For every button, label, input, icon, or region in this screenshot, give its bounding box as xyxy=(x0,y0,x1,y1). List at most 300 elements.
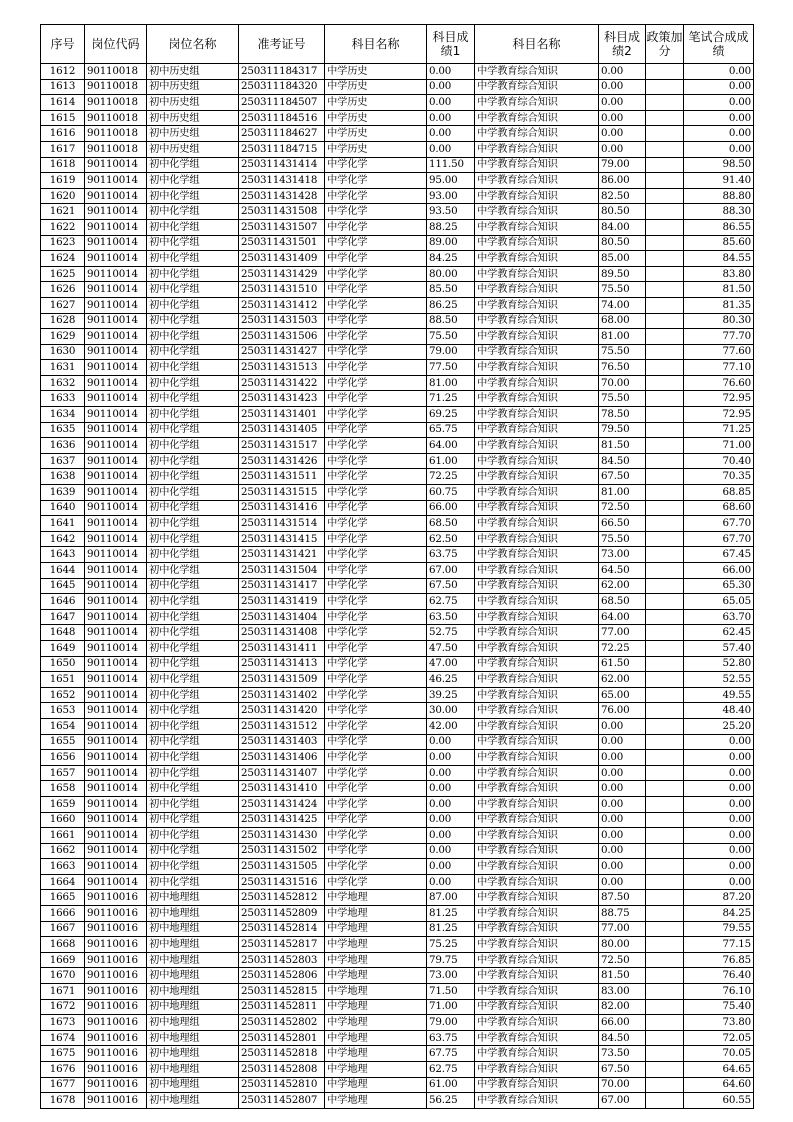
cell-subject2: 中学教育综合知识 xyxy=(475,204,599,220)
cell-subject2: 中学教育综合知识 xyxy=(475,141,599,157)
cell-total: 77.15 xyxy=(684,937,754,953)
cell-subject1: 中学化学 xyxy=(325,828,427,844)
cell-total: 67.70 xyxy=(684,516,754,532)
cell-bonus xyxy=(646,968,684,984)
cell-subject1: 中学地理 xyxy=(325,1030,427,1046)
table-row xyxy=(41,594,754,610)
table-row xyxy=(41,188,754,204)
cell-score1: 0.00 xyxy=(427,781,475,797)
cell-score1: 39.25 xyxy=(427,687,475,703)
cell-seq: 1664 xyxy=(41,874,85,890)
cell-post-name: 初中地理组 xyxy=(147,999,239,1015)
cell-bonus xyxy=(646,375,684,391)
cell-post-code: 90110014 xyxy=(85,297,147,313)
table-row xyxy=(41,921,754,937)
cell-score1: 0.00 xyxy=(427,750,475,766)
cell-subject2: 中学教育综合知识 xyxy=(475,812,599,828)
cell-post-name: 初中地理组 xyxy=(147,1046,239,1062)
cell-score1: 0.00 xyxy=(427,796,475,812)
cell-ticket: 250311431512 xyxy=(239,718,325,734)
cell-subject1: 中学化学 xyxy=(325,672,427,688)
cell-bonus xyxy=(646,1030,684,1046)
cell-subject2: 中学教育综合知识 xyxy=(475,173,599,189)
cell-subject1: 中学地理 xyxy=(325,999,427,1015)
cell-seq: 1650 xyxy=(41,656,85,672)
cell-subject1: 中学地理 xyxy=(325,1062,427,1078)
table-row xyxy=(41,407,754,423)
cell-post-name: 初中化学组 xyxy=(147,563,239,579)
cell-seq: 1653 xyxy=(41,703,85,719)
cell-bonus xyxy=(646,656,684,672)
cell-post-name: 初中化学组 xyxy=(147,843,239,859)
cell-subject2: 中学教育综合知识 xyxy=(475,734,599,750)
cell-bonus xyxy=(646,297,684,313)
cell-total: 52.80 xyxy=(684,656,754,672)
cell-ticket: 250311452817 xyxy=(239,937,325,953)
table-row xyxy=(41,126,754,142)
cell-post-name: 初中化学组 xyxy=(147,282,239,298)
cell-post-code: 90110014 xyxy=(85,672,147,688)
cell-score2: 77.00 xyxy=(599,625,646,641)
cell-post-code: 90110016 xyxy=(85,1046,147,1062)
cell-post-code: 90110014 xyxy=(85,329,147,345)
cell-score2: 73.00 xyxy=(599,547,646,563)
cell-post-name: 初中化学组 xyxy=(147,266,239,282)
cell-post-name: 初中化学组 xyxy=(147,640,239,656)
cell-seq: 1666 xyxy=(41,906,85,922)
cell-bonus xyxy=(646,1077,684,1093)
cell-subject1: 中学历史 xyxy=(325,64,427,80)
cell-score2: 0.00 xyxy=(599,781,646,797)
table-row xyxy=(41,329,754,345)
cell-score1: 65.75 xyxy=(427,422,475,438)
table-row xyxy=(41,984,754,1000)
cell-score1: 0.00 xyxy=(427,141,475,157)
table-row xyxy=(41,235,754,251)
cell-bonus xyxy=(646,173,684,189)
cell-bonus xyxy=(646,141,684,157)
cell-seq: 1617 xyxy=(41,141,85,157)
cell-seq: 1622 xyxy=(41,219,85,235)
cell-post-name: 初中化学组 xyxy=(147,531,239,547)
cell-bonus xyxy=(646,750,684,766)
cell-score2: 0.00 xyxy=(599,718,646,734)
cell-ticket: 250311431513 xyxy=(239,360,325,376)
cell-total: 72.95 xyxy=(684,407,754,423)
cell-subject2: 中学教育综合知识 xyxy=(475,874,599,890)
cell-seq: 1641 xyxy=(41,516,85,532)
cell-score1: 0.00 xyxy=(427,110,475,126)
cell-score2: 67.00 xyxy=(599,1093,646,1109)
cell-score1: 77.50 xyxy=(427,360,475,376)
cell-ticket: 250311431516 xyxy=(239,874,325,890)
cell-post-code: 90110014 xyxy=(85,485,147,501)
cell-ticket: 250311431410 xyxy=(239,781,325,797)
cell-ticket: 250311431405 xyxy=(239,422,325,438)
cell-total: 0.00 xyxy=(684,79,754,95)
cell-post-name: 初中地理组 xyxy=(147,1093,239,1109)
cell-bonus xyxy=(646,391,684,407)
cell-post-name: 初中化学组 xyxy=(147,874,239,890)
cell-subject2: 中学教育综合知识 xyxy=(475,952,599,968)
cell-score2: 64.00 xyxy=(599,609,646,625)
cell-score2: 0.00 xyxy=(599,79,646,95)
cell-score2: 67.50 xyxy=(599,1062,646,1078)
cell-total: 0.00 xyxy=(684,64,754,80)
cell-bonus xyxy=(646,204,684,220)
cell-seq: 1677 xyxy=(41,1077,85,1093)
cell-seq: 1638 xyxy=(41,469,85,485)
cell-score2: 0.00 xyxy=(599,812,646,828)
cell-bonus xyxy=(646,874,684,890)
cell-bonus xyxy=(646,282,684,298)
cell-bonus xyxy=(646,765,684,781)
cell-bonus xyxy=(646,921,684,937)
cell-ticket: 250311452815 xyxy=(239,984,325,1000)
cell-post-name: 初中地理组 xyxy=(147,906,239,922)
cell-total: 65.30 xyxy=(684,578,754,594)
cell-score1: 62.75 xyxy=(427,1062,475,1078)
cell-score1: 71.25 xyxy=(427,391,475,407)
cell-subject2: 中学教育综合知识 xyxy=(475,859,599,875)
cell-seq: 1637 xyxy=(41,453,85,469)
cell-post-name: 初中化学组 xyxy=(147,157,239,173)
cell-subject2: 中学教育综合知识 xyxy=(475,609,599,625)
cell-subject1: 中学化学 xyxy=(325,594,427,610)
table-row xyxy=(41,952,754,968)
cell-score2: 85.00 xyxy=(599,251,646,267)
cell-subject2: 中学教育综合知识 xyxy=(475,110,599,126)
cell-total: 73.80 xyxy=(684,1015,754,1031)
cell-subject2: 中学教育综合知识 xyxy=(475,126,599,142)
cell-total: 84.55 xyxy=(684,251,754,267)
cell-seq: 1625 xyxy=(41,266,85,282)
table-row xyxy=(41,828,754,844)
cell-post-code: 90110014 xyxy=(85,282,147,298)
cell-score2: 68.50 xyxy=(599,594,646,610)
cell-score2: 80.50 xyxy=(599,204,646,220)
table-row xyxy=(41,1077,754,1093)
cell-post-code: 90110016 xyxy=(85,999,147,1015)
cell-total: 76.85 xyxy=(684,952,754,968)
table-row xyxy=(41,687,754,703)
header-seq: 序号 xyxy=(41,25,85,64)
cell-score1: 72.25 xyxy=(427,469,475,485)
cell-subject1: 中学化学 xyxy=(325,781,427,797)
cell-ticket: 250311452803 xyxy=(239,952,325,968)
cell-ticket: 250311431402 xyxy=(239,687,325,703)
cell-ticket: 250311431503 xyxy=(239,313,325,329)
cell-total: 0.00 xyxy=(684,126,754,142)
cell-seq: 1629 xyxy=(41,329,85,345)
cell-bonus xyxy=(646,64,684,80)
cell-total: 0.00 xyxy=(684,95,754,111)
cell-ticket: 250311431505 xyxy=(239,859,325,875)
cell-post-code: 90110014 xyxy=(85,235,147,251)
cell-post-code: 90110014 xyxy=(85,563,147,579)
cell-score1: 73.00 xyxy=(427,968,475,984)
cell-seq: 1632 xyxy=(41,375,85,391)
cell-score2: 72.50 xyxy=(599,952,646,968)
cell-seq: 1668 xyxy=(41,937,85,953)
cell-post-code: 90110014 xyxy=(85,812,147,828)
cell-post-code: 90110014 xyxy=(85,219,147,235)
cell-total: 70.40 xyxy=(684,453,754,469)
cell-post-name: 初中化学组 xyxy=(147,188,239,204)
cell-total: 88.30 xyxy=(684,204,754,220)
cell-score2: 80.50 xyxy=(599,235,646,251)
cell-ticket: 250311431401 xyxy=(239,407,325,423)
cell-bonus xyxy=(646,578,684,594)
cell-ticket: 250311452811 xyxy=(239,999,325,1015)
cell-bonus xyxy=(646,890,684,906)
cell-total: 52.55 xyxy=(684,672,754,688)
cell-seq: 1647 xyxy=(41,609,85,625)
cell-post-name: 初中地理组 xyxy=(147,937,239,953)
cell-subject1: 中学化学 xyxy=(325,718,427,734)
cell-score1: 63.50 xyxy=(427,609,475,625)
cell-ticket: 250311431506 xyxy=(239,329,325,345)
cell-ticket: 250311431419 xyxy=(239,594,325,610)
cell-subject2: 中学教育综合知识 xyxy=(475,391,599,407)
cell-subject2: 中学教育综合知识 xyxy=(475,438,599,454)
cell-seq: 1639 xyxy=(41,485,85,501)
cell-ticket: 250311431514 xyxy=(239,516,325,532)
cell-seq: 1635 xyxy=(41,422,85,438)
cell-post-code: 90110014 xyxy=(85,734,147,750)
cell-subject1: 中学化学 xyxy=(325,609,427,625)
cell-seq: 1660 xyxy=(41,812,85,828)
cell-post-code: 90110016 xyxy=(85,1015,147,1031)
cell-ticket: 250311431420 xyxy=(239,703,325,719)
cell-subject2: 中学教育综合知识 xyxy=(475,687,599,703)
cell-subject2: 中学教育综合知识 xyxy=(475,765,599,781)
cell-ticket: 250311431515 xyxy=(239,485,325,501)
score-table xyxy=(40,24,754,1109)
cell-score2: 80.00 xyxy=(599,937,646,953)
cell-score2: 82.00 xyxy=(599,999,646,1015)
cell-post-code: 90110014 xyxy=(85,843,147,859)
cell-total: 71.00 xyxy=(684,438,754,454)
cell-seq: 1620 xyxy=(41,188,85,204)
cell-bonus xyxy=(646,531,684,547)
table-row xyxy=(41,219,754,235)
cell-seq: 1655 xyxy=(41,734,85,750)
cell-score2: 66.50 xyxy=(599,516,646,532)
cell-score1: 81.00 xyxy=(427,375,475,391)
cell-ticket: 250311431421 xyxy=(239,547,325,563)
cell-seq: 1615 xyxy=(41,110,85,126)
cell-seq: 1661 xyxy=(41,828,85,844)
cell-subject2: 中学教育综合知识 xyxy=(475,1062,599,1078)
cell-post-code: 90110016 xyxy=(85,1030,147,1046)
cell-ticket: 250311431409 xyxy=(239,251,325,267)
cell-post-code: 90110016 xyxy=(85,906,147,922)
cell-ticket: 250311431408 xyxy=(239,625,325,641)
cell-post-name: 初中历史组 xyxy=(147,110,239,126)
cell-subject2: 中学教育综合知识 xyxy=(475,1093,599,1109)
cell-total: 77.70 xyxy=(684,329,754,345)
table-row xyxy=(41,95,754,111)
cell-score1: 79.00 xyxy=(427,344,475,360)
cell-bonus xyxy=(646,79,684,95)
table-body xyxy=(41,64,754,1109)
cell-subject2: 中学教育综合知识 xyxy=(475,79,599,95)
cell-bonus xyxy=(646,984,684,1000)
cell-post-name: 初中化学组 xyxy=(147,625,239,641)
cell-subject1: 中学化学 xyxy=(325,640,427,656)
cell-score2: 87.50 xyxy=(599,890,646,906)
cell-post-name: 初中化学组 xyxy=(147,329,239,345)
cell-total: 72.05 xyxy=(684,1030,754,1046)
cell-subject2: 中学教育综合知识 xyxy=(475,64,599,80)
cell-post-code: 90110014 xyxy=(85,173,147,189)
table-row xyxy=(41,609,754,625)
cell-post-code: 90110014 xyxy=(85,796,147,812)
cell-bonus xyxy=(646,407,684,423)
cell-post-code: 90110014 xyxy=(85,609,147,625)
cell-post-code: 90110014 xyxy=(85,531,147,547)
cell-total: 70.35 xyxy=(684,469,754,485)
cell-ticket: 250311431423 xyxy=(239,391,325,407)
cell-score2: 0.00 xyxy=(599,64,646,80)
cell-bonus xyxy=(646,718,684,734)
cell-seq: 1621 xyxy=(41,204,85,220)
cell-bonus xyxy=(646,640,684,656)
cell-subject1: 中学化学 xyxy=(325,687,427,703)
table-row xyxy=(41,438,754,454)
cell-score2: 83.00 xyxy=(599,984,646,1000)
cell-ticket: 250311452806 xyxy=(239,968,325,984)
cell-subject2: 中学教育综合知识 xyxy=(475,999,599,1015)
cell-post-code: 90110014 xyxy=(85,438,147,454)
cell-ticket: 250311431424 xyxy=(239,796,325,812)
table-row xyxy=(41,110,754,126)
cell-total: 65.05 xyxy=(684,594,754,610)
cell-post-code: 90110016 xyxy=(85,890,147,906)
cell-subject1: 中学化学 xyxy=(325,297,427,313)
cell-score1: 67.75 xyxy=(427,1046,475,1062)
table-row xyxy=(41,360,754,376)
cell-score1: 0.00 xyxy=(427,79,475,95)
cell-total: 57.40 xyxy=(684,640,754,656)
cell-score2: 0.00 xyxy=(599,734,646,750)
cell-score2: 76.50 xyxy=(599,360,646,376)
cell-score1: 0.00 xyxy=(427,734,475,750)
cell-subject1: 中学化学 xyxy=(325,173,427,189)
cell-score1: 62.50 xyxy=(427,531,475,547)
cell-ticket: 250311184320 xyxy=(239,79,325,95)
cell-score2: 88.75 xyxy=(599,906,646,922)
cell-subject1: 中学历史 xyxy=(325,126,427,142)
cell-post-code: 90110016 xyxy=(85,1077,147,1093)
cell-post-name: 初中化学组 xyxy=(147,344,239,360)
cell-subject2: 中学教育综合知识 xyxy=(475,95,599,111)
cell-subject2: 中学教育综合知识 xyxy=(475,1030,599,1046)
cell-ticket: 250311431429 xyxy=(239,266,325,282)
cell-total: 91.40 xyxy=(684,173,754,189)
cell-seq: 1616 xyxy=(41,126,85,142)
cell-total: 64.65 xyxy=(684,1062,754,1078)
cell-bonus xyxy=(646,438,684,454)
cell-score2: 81.50 xyxy=(599,968,646,984)
cell-score1: 0.00 xyxy=(427,765,475,781)
cell-subject1: 中学化学 xyxy=(325,500,427,516)
cell-score2: 75.50 xyxy=(599,391,646,407)
cell-post-code: 90110014 xyxy=(85,344,147,360)
cell-total: 77.60 xyxy=(684,344,754,360)
cell-subject2: 中学教育综合知识 xyxy=(475,235,599,251)
cell-seq: 1631 xyxy=(41,360,85,376)
cell-subject2: 中学教育综合知识 xyxy=(475,703,599,719)
cell-score2: 78.50 xyxy=(599,407,646,423)
cell-post-name: 初中化学组 xyxy=(147,375,239,391)
cell-seq: 1663 xyxy=(41,859,85,875)
table-row xyxy=(41,500,754,516)
table-row xyxy=(41,999,754,1015)
cell-subject1: 中学化学 xyxy=(325,219,427,235)
cell-subject1: 中学化学 xyxy=(325,251,427,267)
cell-total: 0.00 xyxy=(684,734,754,750)
cell-subject2: 中学教育综合知识 xyxy=(475,578,599,594)
cell-post-code: 90110014 xyxy=(85,204,147,220)
cell-bonus xyxy=(646,625,684,641)
table-row xyxy=(41,64,754,80)
cell-total: 0.00 xyxy=(684,781,754,797)
cell-score1: 60.75 xyxy=(427,485,475,501)
cell-subject2: 中学教育综合知识 xyxy=(475,329,599,345)
cell-bonus xyxy=(646,126,684,142)
cell-subject2: 中学教育综合知识 xyxy=(475,1046,599,1062)
cell-bonus xyxy=(646,734,684,750)
cell-bonus xyxy=(646,952,684,968)
cell-subject2: 中学教育综合知识 xyxy=(475,640,599,656)
cell-post-code: 90110016 xyxy=(85,937,147,953)
cell-post-code: 90110014 xyxy=(85,391,147,407)
cell-post-code: 90110014 xyxy=(85,625,147,641)
cell-bonus xyxy=(646,469,684,485)
cell-bonus xyxy=(646,251,684,267)
cell-subject1: 中学化学 xyxy=(325,734,427,750)
cell-post-name: 初中化学组 xyxy=(147,859,239,875)
cell-score1: 0.00 xyxy=(427,843,475,859)
cell-seq: 1627 xyxy=(41,297,85,313)
table-row xyxy=(41,563,754,579)
cell-post-name: 初中化学组 xyxy=(147,422,239,438)
cell-score2: 0.00 xyxy=(599,859,646,875)
cell-ticket: 250311184317 xyxy=(239,64,325,80)
table-row xyxy=(41,843,754,859)
cell-subject1: 中学化学 xyxy=(325,547,427,563)
cell-subject2: 中学教育综合知识 xyxy=(475,407,599,423)
cell-bonus xyxy=(646,594,684,610)
cell-seq: 1624 xyxy=(41,251,85,267)
header-subject2: 科目名称 xyxy=(475,25,599,64)
cell-post-name: 初中化学组 xyxy=(147,594,239,610)
cell-subject1: 中学历史 xyxy=(325,110,427,126)
cell-subject2: 中学教育综合知识 xyxy=(475,781,599,797)
cell-score1: 67.00 xyxy=(427,563,475,579)
cell-seq: 1648 xyxy=(41,625,85,641)
cell-ticket: 250311431403 xyxy=(239,734,325,750)
cell-seq: 1676 xyxy=(41,1062,85,1078)
cell-ticket: 250311184507 xyxy=(239,95,325,111)
cell-score1: 81.25 xyxy=(427,921,475,937)
cell-post-name: 初中历史组 xyxy=(147,79,239,95)
cell-ticket: 250311431511 xyxy=(239,469,325,485)
cell-seq: 1651 xyxy=(41,672,85,688)
cell-total: 49.55 xyxy=(684,687,754,703)
